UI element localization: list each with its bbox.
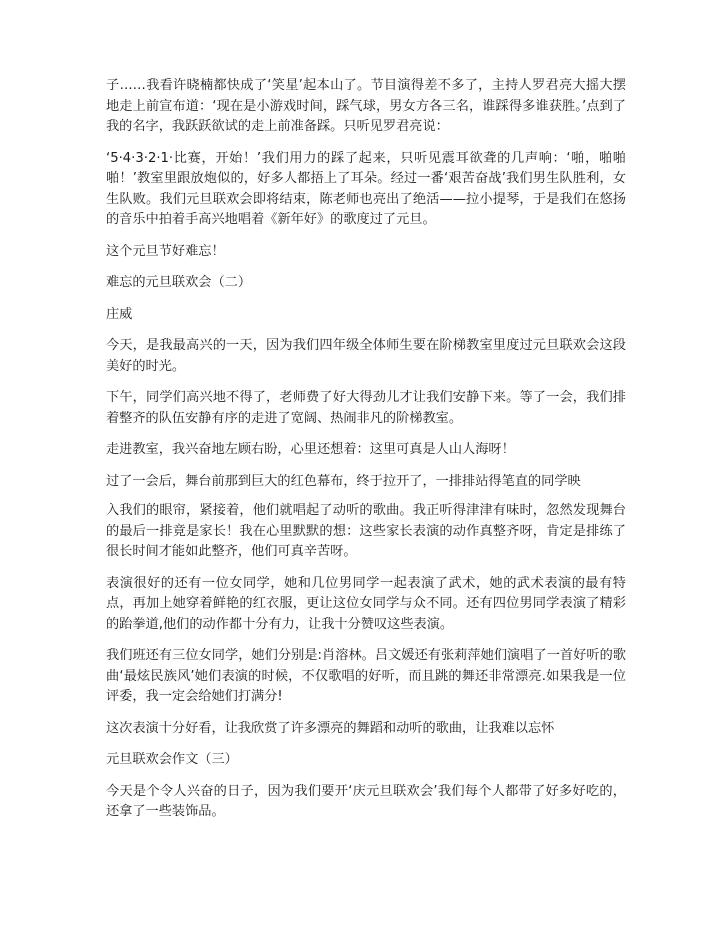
paragraph-closing-line: 这个元旦节好难忘！: [106, 243, 225, 259]
section-title-three: 元旦联欢会作文（三）: [106, 752, 238, 767]
paragraph-curtain: 过了一会后，舞台前那到巨大的红色幕布，终于拉开了，一排排站得笔直的同学映: [106, 473, 581, 489]
paragraph-balloon-game: ‘5·4·3·2·1·比赛，开始！’我们用力的踩了起来，只听见震耳欲聋的几声响：‘啪，啪啪啪！’教室里跟放炮似的，好多人都捂上了耳朵。经过一番‘艰苦奋战’我们男生队胜利，女生队败。我们元旦联欢会即将结束，陈老师也亮出了绝活——拉小提琴，于是我们在悠扬的音乐中拍着手高兴地唱着《新年好》的歌度过了元旦。: [106, 150, 626, 227]
author-name: 庄威: [106, 306, 133, 322]
paragraph-three-girls: 我们班还有三位女同学，她们分别是:肖溶林。吕文媛还有张莉萍她们演唱了一首好听的歌曲‘最炫民族风’她们表演的时候，不仅歌唱的好听，而且跳的舞还非常漂亮.如果我是一位评委，我一定会给她们打满分!: [106, 648, 626, 704]
paragraph-afternoon: 下午，同学们高兴地不得了，老师费了好大得劲儿才让我们安静下来。等了一会，我们排着整齐的队伍安静有序的走进了宽阔、热闹非凡的阶梯教室。: [106, 390, 626, 426]
paragraph-intro: 子……我看许晓楠都快成了‘笑星’起本山了。节目演得差不多了，主持人罗君亮大摇大摆地走上前宣布道：‘现在是小游戏时间，踩气球，男女方各三名，谁踩得多谁获胜。’点到了我的名字，我跃跃欲试的走上前准备踩。只听见罗君亮说：: [106, 78, 626, 134]
paragraph-parents-song: 入我们的眼帘，紧接着，他们就唱起了动听的歌曲。我正听得津津有味时，忽然发现舞台的最后一排竟是家长！我在心里默默的想：这些家长表演的动作真整齐呀，肯定是排练了很长时间才能如此整齐，他们可真辛苦呀。: [106, 503, 626, 559]
paragraph-martial-arts: 表演很好的还有一位女同学，她和几位男同学一起表演了武术，她的武术表演的最有特点，再加上她穿着鲜艳的红衣服，更让这位女同学与众不同。还有四位男同学表演了精彩的跆拳道,他们的动作都十分有力，让我十分赞叹这些表演。: [106, 575, 626, 632]
paragraph-today: 今天，是我最高兴的一天，因为我们四年级全体师生要在阶梯教室里度过元旦联欢会这段美好的时光。: [106, 338, 626, 374]
paragraph-unforgettable: 这次表演十分好看，让我欣赏了许多漂亮的舞蹈和动听的歌曲，让我难以忘怀: [106, 720, 555, 736]
document-body: [106, 76, 626, 834]
paragraph-exciting-day: 今天是个令人兴奋的日子，因为我们要开‘庆元旦联欢会’我们每个人都带了好多好吃的，还拿了一些装饰品。: [106, 783, 626, 819]
paragraph-enter-classroom: 走进教室，我兴奋地左顾右盼，心里还想着：这里可真是人山人海呀！: [106, 442, 515, 457]
section-title-two: 难忘的元旦联欢会（二）: [106, 275, 252, 290]
